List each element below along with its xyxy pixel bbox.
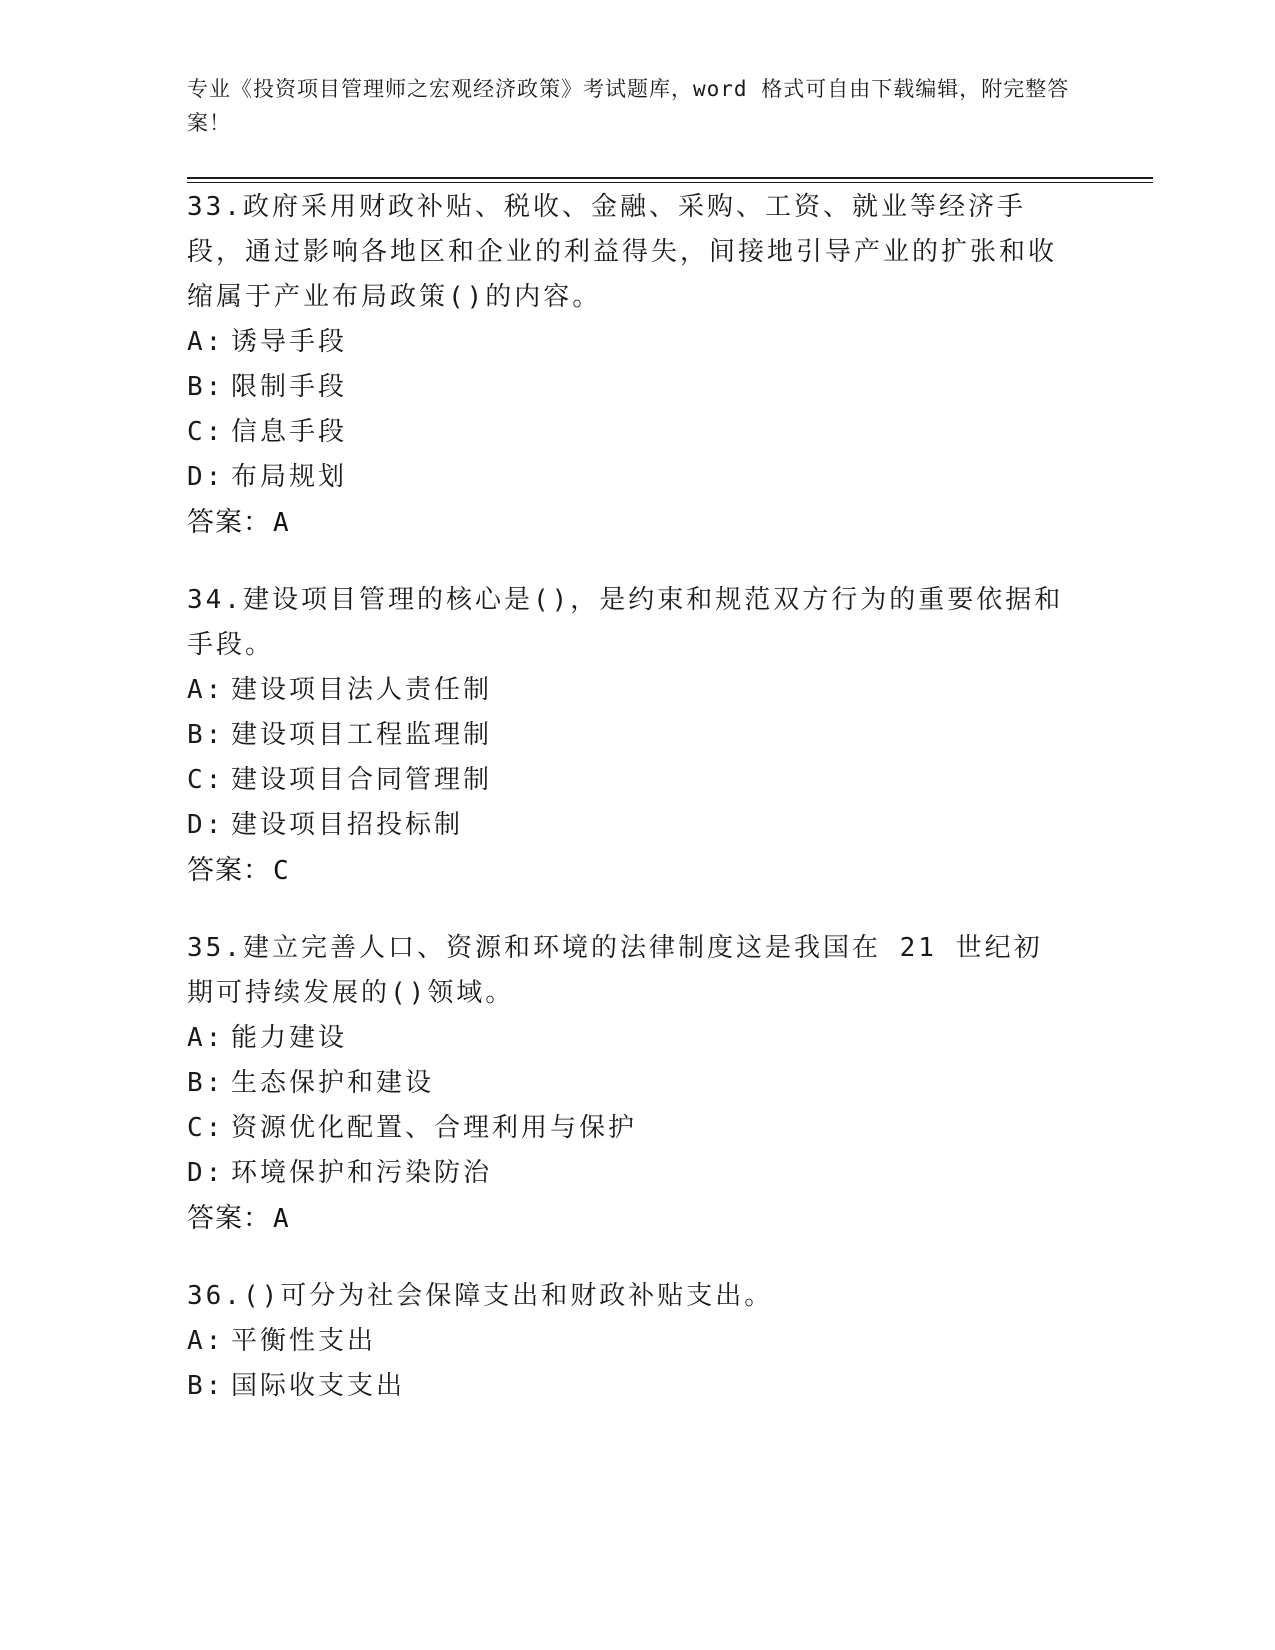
option-a: [187, 320, 1087, 365]
option-letter: D:: [187, 810, 225, 840]
option-letter: A:: [187, 1326, 225, 1356]
option-d: [187, 1151, 1087, 1196]
answer-label: 答案：: [187, 1203, 271, 1234]
option-b: [187, 365, 1087, 410]
header-divider-thick: [187, 177, 1153, 179]
answer-line: [187, 848, 1087, 894]
question-36: [187, 1274, 1087, 1409]
question-stem: 33.政府采用财政补贴、税收、金融、采购、工资、就业等经济手段，通过影响各地区和企业的利益得失，间接地引导产业的扩张和收缩属于产业布局政策()的内容。: [187, 192, 1058, 312]
option-text: 建设项目招投标制: [231, 810, 464, 840]
option-text: 能力建设: [231, 1023, 348, 1053]
question-stem: 36.()可分为社会保障支出和财政补贴支出。: [187, 1281, 774, 1311]
question-stem: 34.建设项目管理的核心是()，是约束和规范双方行为的重要依据和手段。: [187, 585, 1064, 660]
option-letter: D:: [187, 462, 225, 492]
option-a: [187, 1319, 1087, 1364]
option-b: [187, 1061, 1087, 1106]
header-divider-thin: [187, 182, 1153, 183]
option-text: 资源优化配置、合理利用与保护: [231, 1113, 638, 1143]
option-a: [187, 668, 1087, 713]
option-letter: C:: [187, 1113, 225, 1143]
option-text: 信息手段: [231, 417, 348, 447]
option-c: [187, 410, 1087, 455]
option-b: [187, 1364, 1087, 1409]
answer-value: A: [273, 508, 290, 538]
option-letter: C:: [187, 765, 225, 795]
option-letter: B:: [187, 372, 225, 402]
option-letter: B:: [187, 1371, 225, 1401]
option-letter: D:: [187, 1158, 225, 1188]
option-letter: B:: [187, 1068, 225, 1098]
option-c: [187, 758, 1087, 803]
option-text: 建设项目法人责任制: [231, 675, 493, 705]
question-33: [187, 185, 1087, 546]
option-text: 建设项目合同管理制: [231, 765, 493, 795]
option-letter: A:: [187, 1023, 225, 1053]
question-34: [187, 578, 1087, 894]
answer-value: A: [273, 1204, 290, 1234]
option-letter: A:: [187, 675, 225, 705]
option-text: 国际收支支出: [231, 1371, 406, 1401]
option-d: [187, 803, 1087, 848]
option-text: 诱导手段: [231, 327, 348, 357]
option-letter: C:: [187, 417, 225, 447]
option-d: [187, 455, 1087, 500]
option-a: [187, 1016, 1087, 1061]
option-text: 生态保护和建设: [231, 1068, 435, 1098]
option-text: 环境保护和污染防治: [231, 1158, 493, 1188]
answer-line: [187, 1196, 1087, 1242]
option-text: 布局规划: [231, 462, 348, 492]
answer-value: C: [273, 856, 290, 886]
question-35: [187, 926, 1087, 1242]
document-header: 专业《投资项目管理师之宏观经济政策》考试题库，word 格式可自由下载编辑，附完整答案！: [187, 77, 1070, 135]
option-b: [187, 713, 1087, 758]
option-letter: A:: [187, 327, 225, 357]
question-stem: 35.建立完善人口、资源和环境的法律制度这是我国在 21 世纪初期可持续发展的()领域。: [187, 933, 1043, 1008]
option-text: 平衡性支出: [231, 1326, 377, 1356]
answer-label: 答案：: [187, 507, 271, 538]
option-text: 限制手段: [231, 372, 348, 402]
answer-line: [187, 500, 1087, 546]
option-c: [187, 1106, 1087, 1151]
option-text: 建设项目工程监理制: [231, 720, 493, 750]
answer-label: 答案：: [187, 855, 271, 886]
option-letter: B:: [187, 720, 225, 750]
